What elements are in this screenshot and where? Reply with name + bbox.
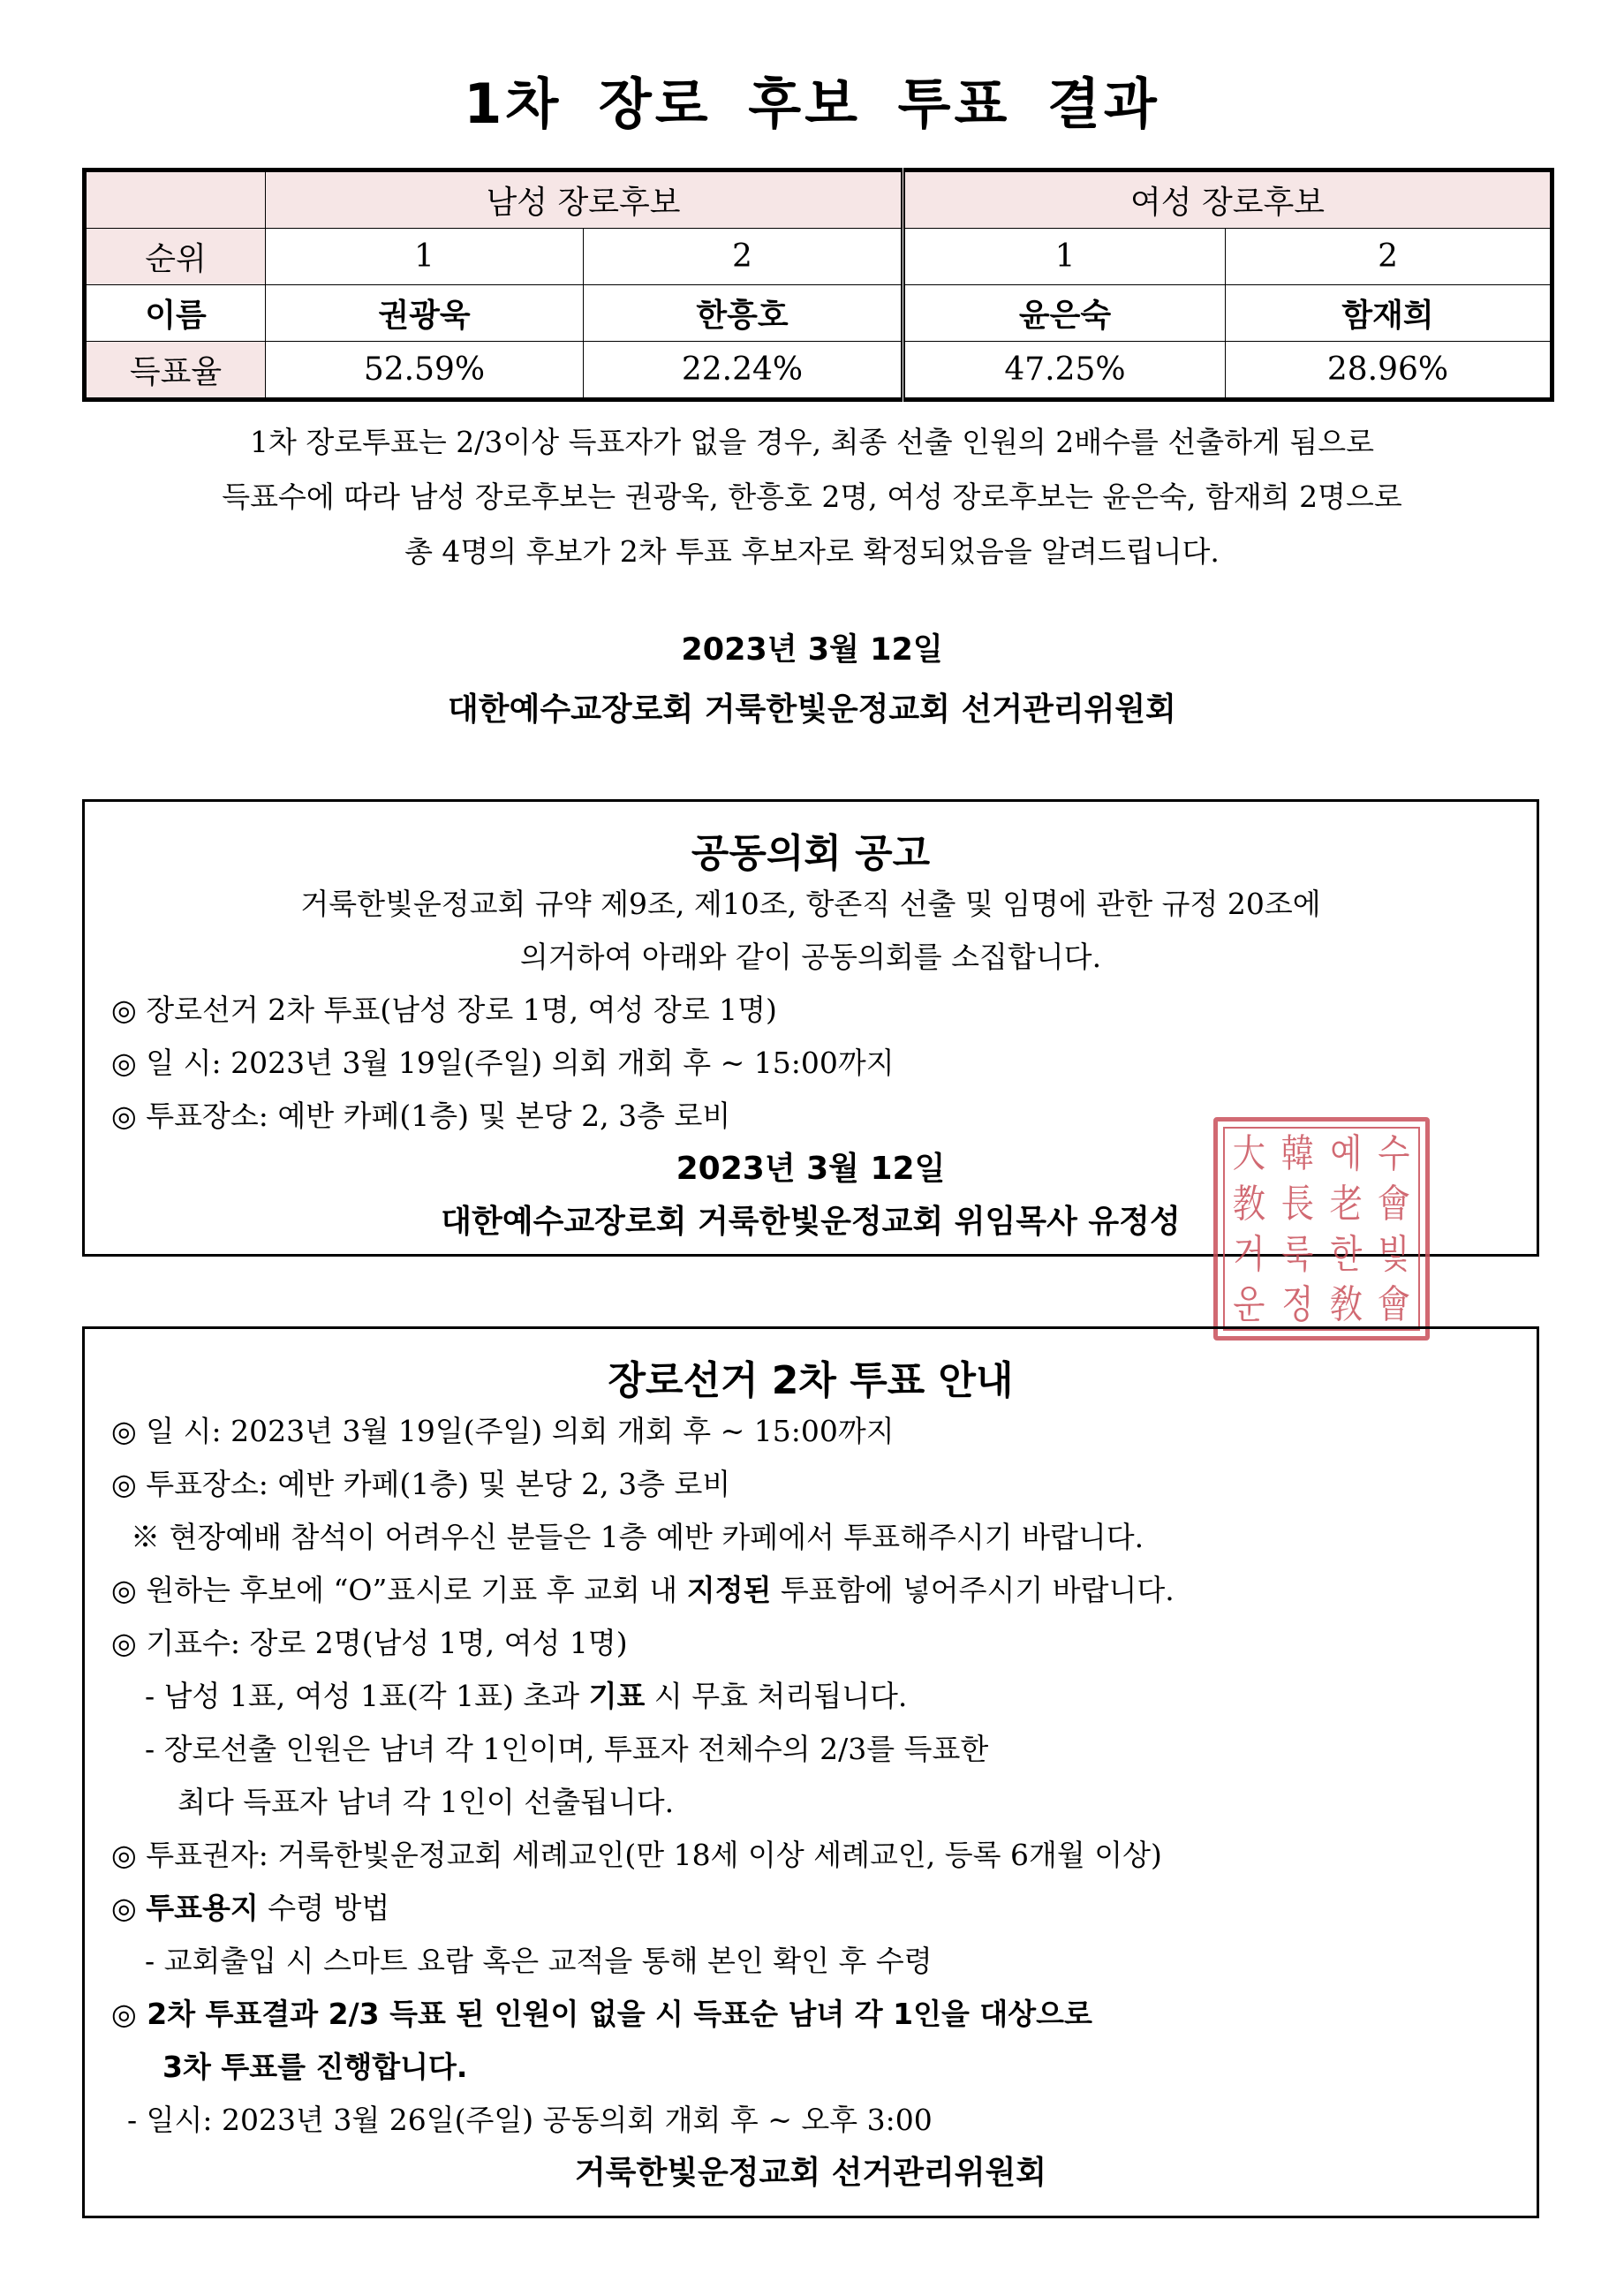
seal-glyph: 빛 xyxy=(1378,1232,1410,1277)
list-item: ※ 현장예배 참석이 어려우신 분들은 1층 예반 카페에서 투표해주시기 바랍니다. xyxy=(131,1520,1144,1554)
seal-glyph: 敎 xyxy=(1329,1282,1363,1327)
seal-glyph: 大 xyxy=(1232,1131,1266,1176)
text-run: ◎ xyxy=(111,1891,147,1925)
seal-glyph: 韓 xyxy=(1280,1131,1314,1176)
table-cell: 한흥호 xyxy=(584,285,903,342)
box-title: 장로선거 2차 투표 안내 xyxy=(608,1358,1014,1403)
table-cell: 1 xyxy=(903,229,1226,285)
text-run: 시 무효 처리됩니다. xyxy=(645,1679,908,1713)
notice-organization: 대한예수교장로회 거룩한빛운정교회 선거관리위원회 xyxy=(448,691,1176,728)
table-cell: 함재희 xyxy=(1226,285,1552,342)
list-item xyxy=(85,1670,1537,1723)
table-row xyxy=(85,342,1552,400)
church-seal-stamp xyxy=(1213,1117,1430,1341)
list-item: ◎ 일 시: 2023년 3월 19일(주일) 의회 개회 후 ~ 15:00까지 xyxy=(111,1414,895,1448)
table-cell: 윤은숙 xyxy=(903,285,1226,342)
list-item: ◎ 투표장소: 예반 카페(1층) 및 본당 2, 3층 로비 xyxy=(111,1467,731,1501)
list-item xyxy=(85,1882,1537,1935)
seal-grid xyxy=(1223,1127,1420,1331)
row-label-name: 이름 xyxy=(85,285,266,342)
notice-line: 득표수에 따라 남성 장로후보는 권광욱, 한흥호 2명, 여성 장로후보는 윤은숙, 함재희 2명으로 xyxy=(222,480,1402,514)
list-item: ◎ 2차 투표결과 2/3 득표 된 인원이 없을 시 득표순 남녀 각 1인을 대상으로 xyxy=(111,1997,1092,2031)
table-cell: 2 xyxy=(584,229,903,285)
text-run: 수령 방법 xyxy=(258,1891,390,1925)
notice-line: 총 4명의 후보가 2차 투표 후보자로 확정되었음을 알려드립니다. xyxy=(404,534,1220,569)
list-item: - 일시: 2023년 3월 26일(주일) 공동의회 개회 후 ~ 오후 3:00 xyxy=(127,2103,933,2137)
seal-glyph: 수 xyxy=(1378,1131,1410,1176)
text-run: - 남성 1표, 여성 1표(각 1표) 초과 xyxy=(145,1679,589,1713)
table-cell: 28.96% xyxy=(1226,342,1552,400)
list-item: 최다 득표자 남녀 각 1인이 선출됩니다. xyxy=(178,1785,675,1819)
row-label-rate: 득표율 xyxy=(85,342,266,400)
table-corner-cell xyxy=(85,170,266,229)
seal-glyph: 룩 xyxy=(1281,1232,1314,1277)
table-row xyxy=(85,170,1552,229)
second-vote-guide-box xyxy=(82,1326,1539,2218)
seal-glyph: 會 xyxy=(1377,1182,1411,1227)
seal-glyph: 거 xyxy=(1233,1232,1265,1277)
table-cell: 22.24% xyxy=(584,342,903,400)
results-table xyxy=(82,168,1554,402)
notice-paragraph xyxy=(0,415,1624,579)
seal-glyph: 한 xyxy=(1329,1232,1362,1277)
seal-glyph: 예 xyxy=(1329,1131,1362,1176)
text-run: 투표함에 넣어주시기 바랍니다. xyxy=(771,1573,1175,1607)
table-cell: 2 xyxy=(1226,229,1552,285)
table-row xyxy=(85,229,1552,285)
list-item: ◎ 투표권자: 거룩한빛운정교회 세례교인(만 18세 이상 세례교인, 등록 6개월 이상) xyxy=(111,1838,1162,1872)
notice-date: 2023년 3월 12일 xyxy=(681,632,943,668)
intro-line: 의거하여 아래와 같이 공동의회를 소집합니다. xyxy=(519,940,1102,974)
list-item: - 장로선출 인원은 남녀 각 1인이며, 투표자 전체수의 2/3를 득표한 xyxy=(145,1732,989,1766)
group-header-female: 여성 장로후보 xyxy=(903,170,1552,229)
list-item xyxy=(85,1564,1537,1617)
list-item: ◎ 일 시: 2023년 3월 19일(주일) 의회 개회 후 ~ 15:00까지 xyxy=(111,1046,895,1080)
box-title: 공동의회 공고 xyxy=(691,831,931,876)
seal-glyph: 운 xyxy=(1233,1282,1265,1327)
group-header-male: 남성 장로후보 xyxy=(266,170,903,229)
seal-glyph: 長 xyxy=(1280,1182,1314,1227)
notice-line: 1차 장로투표는 2/3이상 득표자가 없을 경우, 최종 선출 인원의 2배수를 선출하게 됨으로 xyxy=(250,425,1374,459)
box-date: 2023년 3월 12일 xyxy=(676,1151,946,1187)
page-title: 1차 장로 후보 투표 결과 xyxy=(464,72,1160,136)
seal-glyph: 老 xyxy=(1329,1182,1363,1227)
seal-glyph: 정 xyxy=(1281,1282,1314,1327)
row-label-rank: 순위 xyxy=(85,229,266,285)
table-row xyxy=(85,285,1552,342)
list-item: - 교회출입 시 스마트 요람 혹은 교적을 통해 본인 확인 후 수령 xyxy=(145,1944,933,1978)
list-item: ◎ 투표장소: 예반 카페(1층) 및 본당 2, 3층 로비 xyxy=(111,1099,731,1133)
list-item: ◎ 장로선거 2차 투표(남성 장로 1명, 여성 장로 1명) xyxy=(111,993,777,1027)
seal-glyph: 教 xyxy=(1232,1182,1266,1227)
table-cell: 47.25% xyxy=(903,342,1226,400)
text-run: ◎ 원하는 후보에 “O”표시로 기표 후 교회 내 xyxy=(111,1573,687,1607)
list-item: ◎ 기표수: 장로 2명(남성 1명, 여성 1명) xyxy=(111,1626,628,1660)
text-run-bold: 투표용지 xyxy=(146,1891,259,1925)
table-cell: 1 xyxy=(266,229,584,285)
pastor-signature: 대한예수교장로회 거룩한빛운정교회 위임목사 유정성 xyxy=(441,1204,1181,1240)
committee-signature: 거룩한빛운정교회 선거관리위원회 xyxy=(574,2155,1047,2191)
text-run-bold: 기표 xyxy=(588,1679,646,1713)
seal-glyph: 會 xyxy=(1377,1282,1411,1327)
list-item: 3차 투표를 진행합니다. xyxy=(162,2050,468,2084)
intro-line: 거룩한빛운정교회 규약 제9조, 제10조, 항존직 선출 및 임명에 관한 규정 20조에 xyxy=(300,887,1321,921)
table-cell: 권광욱 xyxy=(266,285,584,342)
table-cell: 52.59% xyxy=(266,342,584,400)
text-run-bold: 지정된 xyxy=(686,1573,772,1607)
